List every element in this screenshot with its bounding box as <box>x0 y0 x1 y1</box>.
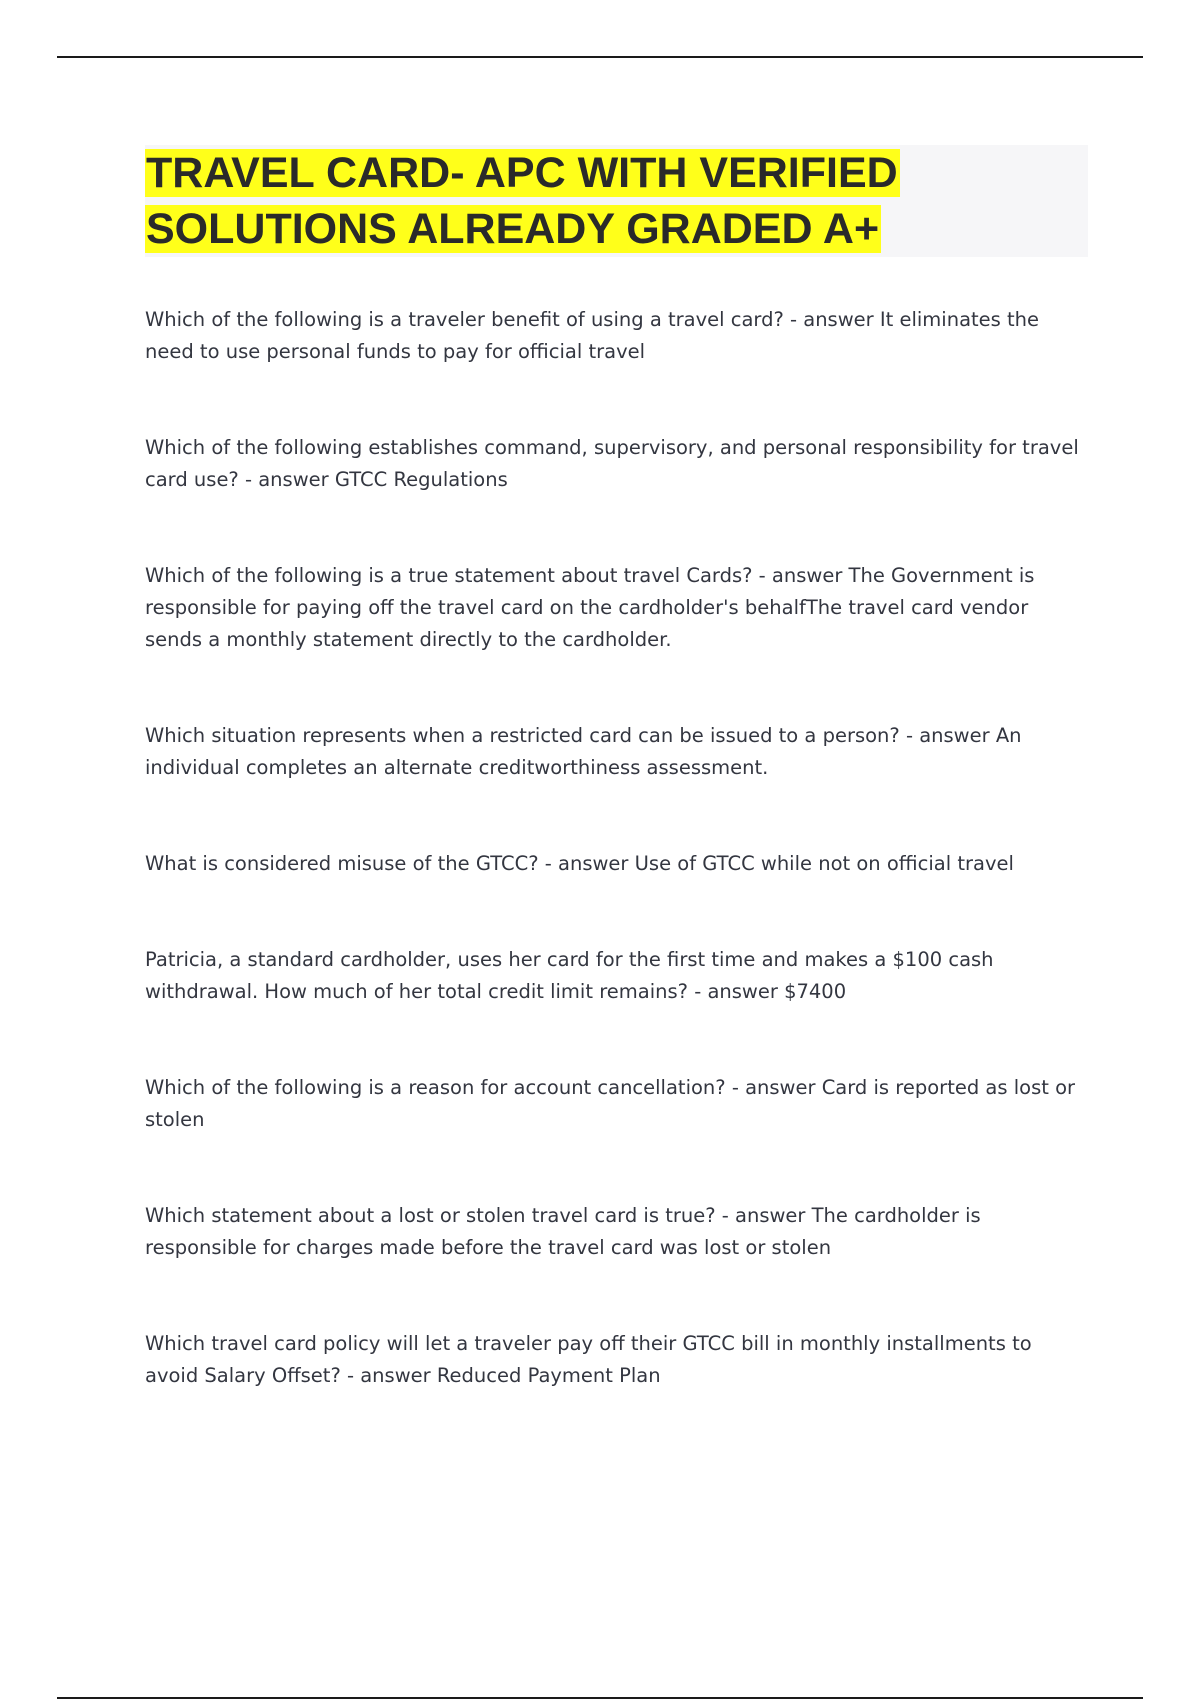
title-highlight: TRAVEL CARD- APC WITH VERIFIED SOLUTIONS ALREADY GRADED A+ <box>146 149 898 253</box>
qa-item: Which of the following is a true statement about travel Cards? - answer The Government is responsible for paying off the travel card on the cardholder's behalfThe travel card vendor sends a monthly statement directly to the cardholder. <box>145 564 1035 651</box>
qa-item: Which travel card policy will let a traveler pay off their GTCC bill in monthly installments to avoid Salary Offset? - answer Reduced Payment Plan <box>145 1332 1032 1387</box>
qa-item: Which situation represents when a restricted card can be issued to a person? - answer An individual completes an alternate creditworthiness assessment. <box>145 724 1022 779</box>
qa-item: Which of the following is a traveler benefit of using a travel card? - answer It eliminates the need to use personal funds to pay for official travel <box>145 308 1040 363</box>
title-block <box>145 145 1088 257</box>
qa-item: Which of the following establishes command, supervisory, and personal responsibility for travel card use? - answer GTCC Regulations <box>145 436 1079 491</box>
top-rule <box>57 56 1143 58</box>
qa-item: Which of the following is a reason for account cancellation? - answer Card is reported as lost or stolen <box>145 1076 1076 1131</box>
qa-item: What is considered misuse of the GTCC? - answer Use of GTCC while not on official travel <box>145 852 1014 875</box>
bottom-rule <box>57 1697 1143 1699</box>
qa-item: Which statement about a lost or stolen travel card is true? - answer The cardholder is responsible for charges made before the travel card was lost or stolen <box>145 1204 981 1259</box>
qa-item: Patricia, a standard cardholder, uses her card for the first time and makes a $100 cash withdrawal. How much of her total credit limit remains? - answer $7400 <box>145 948 994 1003</box>
document-title <box>145 145 1088 257</box>
